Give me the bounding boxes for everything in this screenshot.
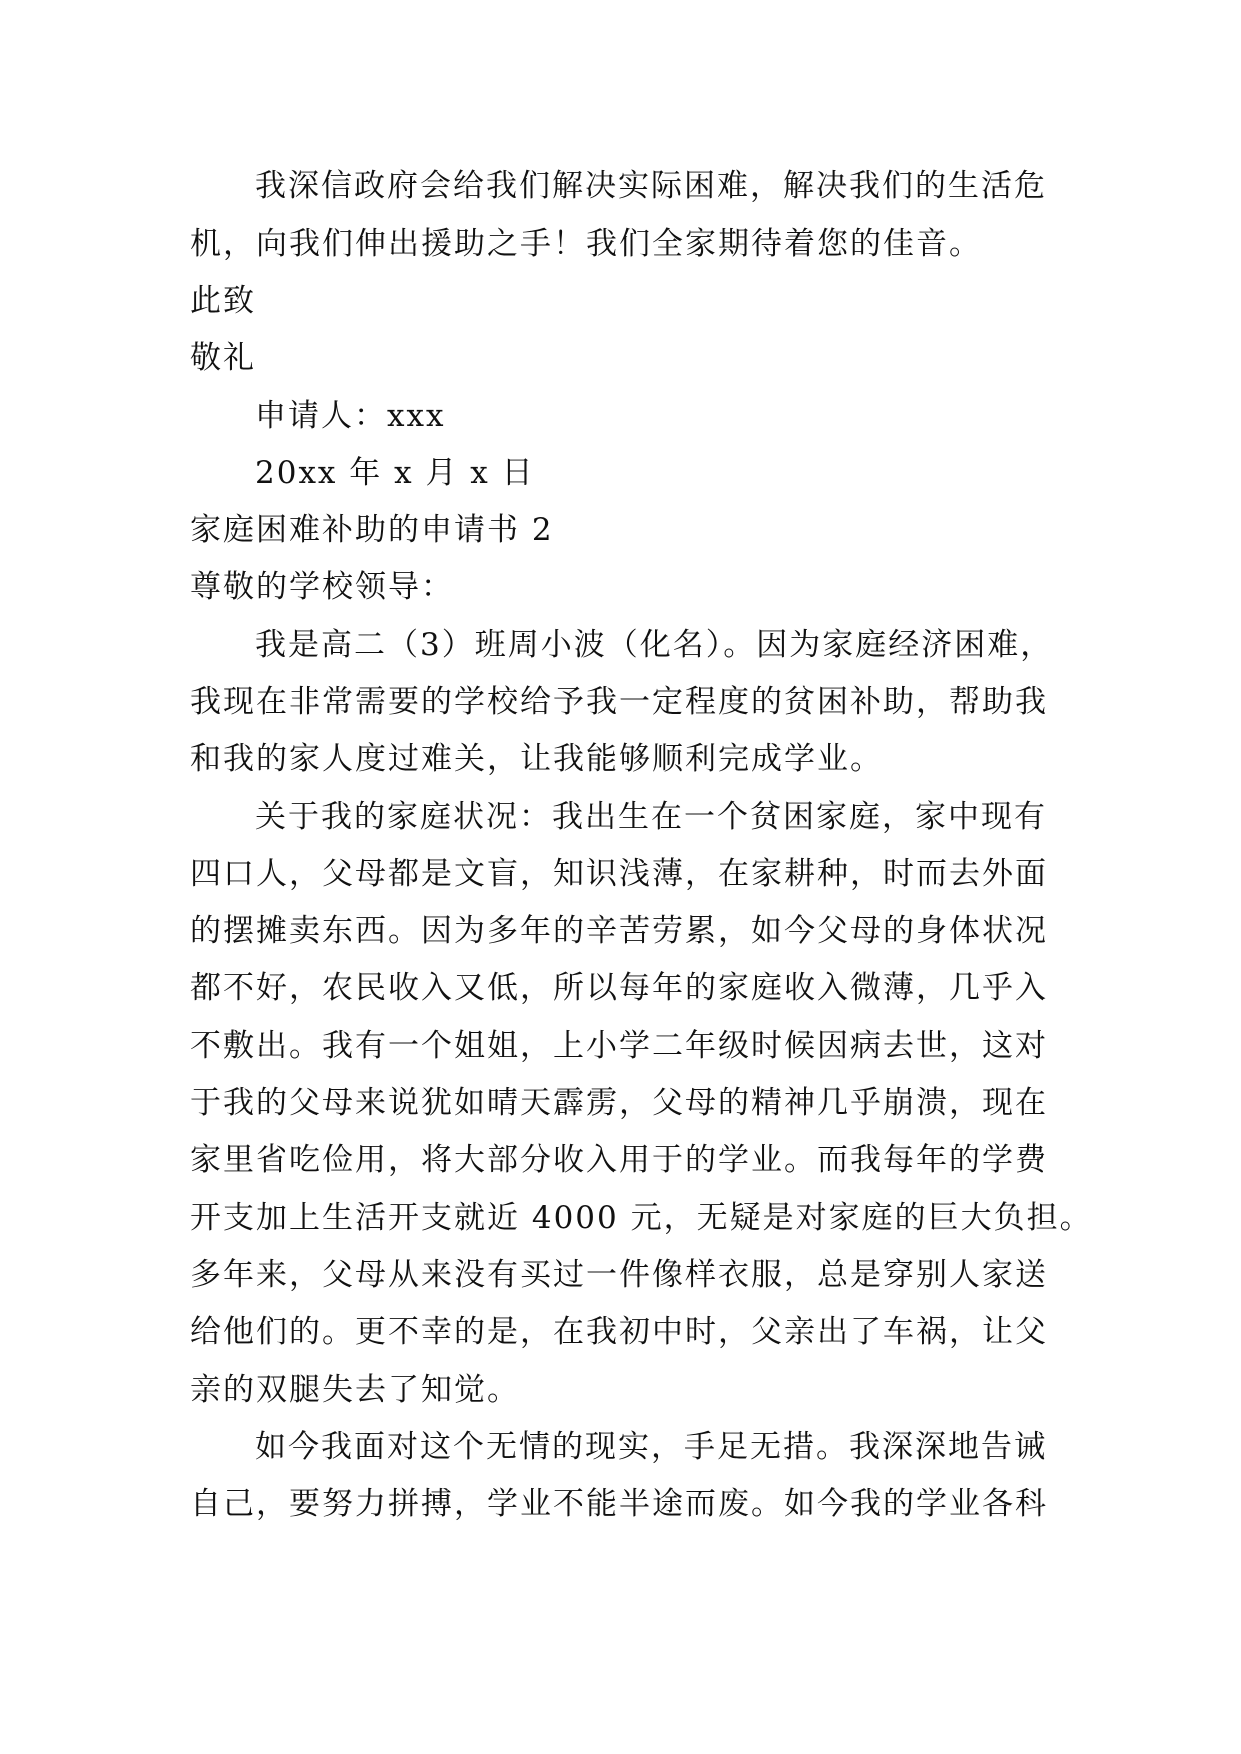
paragraph-line: 家里省吃俭用，将大部分收入用于的学业。而我每年的学费 — [190, 1142, 1048, 1178]
section-title: 家庭困难补助的申请书 2 — [190, 512, 554, 548]
paragraph-line: 和我的家人度过难关，让我能够顺利完成学业。 — [190, 741, 883, 777]
paragraph-line: 不敷出。我有一个姐姐，上小学二年级时候因病去世，这对 — [190, 1028, 1048, 1064]
applicant-line: 申请人：xxx — [255, 398, 446, 434]
paragraph-line: 自己，要努力拼搏，学业不能半途而废。如今我的学业各科 — [190, 1486, 1048, 1522]
paragraph-line: 关于我的家庭状况：我出生在一个贫困家庭，家中现有 — [255, 799, 1047, 835]
paragraph-line: 都不好，农民收入又低，所以每年的家庭收入微薄，几乎入 — [190, 970, 1048, 1006]
paragraph-line: 给他们的。更不幸的是，在我初中时，父亲出了车祸，让父 — [190, 1314, 1048, 1350]
paragraph-line: 多年来，父母从来没有买过一件像样衣服，总是穿别人家送 — [190, 1257, 1048, 1293]
paragraph-line: 亲的双腿失去了知觉。 — [190, 1372, 520, 1408]
closing-line: 此致 — [190, 283, 256, 319]
paragraph-line: 四口人，父母都是文盲，知识浅薄，在家耕种，时而去外面 — [190, 856, 1048, 892]
paragraph-line: 于我的父母来说犹如晴天霹雳，父母的精神几乎崩溃，现在 — [190, 1085, 1048, 1121]
paragraph-line: 我是高二（3）班周小波（化名）。因为家庭经济困难， — [255, 627, 1054, 663]
paragraph-line: 的摆摊卖东西。因为多年的辛苦劳累，如今父母的身体状况 — [190, 913, 1048, 949]
closing-line: 敬礼 — [190, 340, 256, 376]
paragraph-line: 机，向我们伸出援助之手！我们全家期待着您的佳音。 — [190, 226, 982, 262]
paragraph-line: 如今我面对这个无情的现实，手足无措。我深深地告诫 — [255, 1429, 1047, 1465]
paragraph-line: 我现在非常需要的学校给予我一定程度的贫困补助，帮助我 — [190, 684, 1048, 720]
date-line: 20xx 年 x 月 x 日 — [255, 455, 535, 491]
paragraph-line: 我深信政府会给我们解决实际困难，解决我们的生活危 — [255, 168, 1047, 204]
salutation: 尊敬的学校领导： — [190, 569, 454, 605]
paragraph-line: 开支加上生活开支就近 4000 元，无疑是对家庭的巨大负担。 — [190, 1200, 1093, 1236]
